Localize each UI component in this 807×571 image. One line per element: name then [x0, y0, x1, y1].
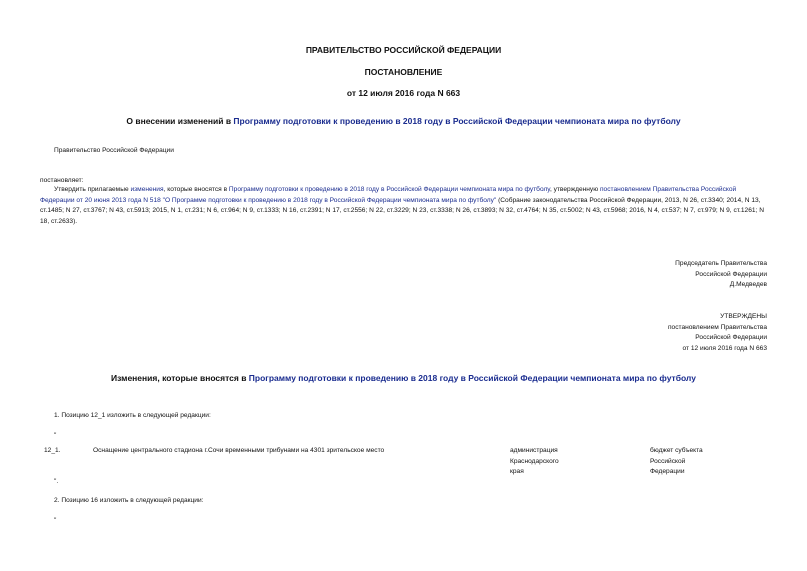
executor-line-3: края: [510, 468, 524, 475]
funding-line-3: Федерации: [650, 468, 685, 475]
title-prefix: О внесении изменений в: [126, 116, 234, 126]
changes-title: [0, 373, 807, 383]
document-date-heading: от 12 июля 2016 года N 663: [346, 88, 461, 98]
resolution-518-link[interactable]: постановлением Правительства Российской Федерации от 20 июня 2013 года N 518 "О Программе подготовки к проведению в 2018 году в Российской Федерации чемпионата мира по футболу": [40, 186, 737, 204]
quote-close-1: ".: [54, 478, 59, 485]
row-funding-source: [650, 446, 703, 478]
government-heading: ПРАВИТЕЛЬСТВО РОССИЙСКОЙ ФЕДЕРАЦИИ: [305, 45, 502, 55]
row-description: Оснащение центрального стадиона г.Сочи временными трибунами на 4301 зрительское место: [93, 447, 385, 454]
p1-text-d: (Собрание законодательства Российской Федерации, 2013, N 26, ст.3340; 2014, N 13, ст.1485; N 27, ст.3767; N 43, ст.5913; 2015, N 1, ст.231; N 6, ст.964; N 9, ст.1333; N 16, ст.2391; N 17, ст.2556; N 22, ст.3229; N 23, ст.3338; N 26, ст.3893; N 32, ст.4764; N 35, ст.5002; N 43, ст.5968; 2016, N 4, ст.537; N 7, ст.979; N 9, ст.1261; N 18, ст.2633).: [40, 196, 764, 225]
changes-link[interactable]: изменения: [130, 186, 164, 193]
resolution-paragraph: [40, 185, 770, 227]
funding-line-2: Российской: [650, 457, 686, 465]
signature-position: Председатель Правительства: [675, 260, 767, 267]
executor-line-1: администрация: [510, 447, 558, 454]
changes-title-prefix: Изменения, которые вносятся в: [111, 373, 249, 383]
row-executor: [510, 446, 559, 478]
signature-block: [675, 259, 767, 291]
row-number: 12_1.: [44, 447, 61, 454]
decides-line: постановляет:: [40, 177, 84, 184]
signature-name: Д.Медведев: [729, 281, 767, 288]
government-line: Правительство Российской Федерации: [54, 147, 174, 154]
p1-text-b: , которые вносятся в: [163, 186, 229, 193]
p1-text-c: , утвержденную: [549, 186, 600, 193]
signature-country: Российской Федерации: [695, 270, 767, 278]
changes-title-program-link[interactable]: Программу подготовки к проведению в 2018 году в Российской Федерации чемпионата мира по футболу: [248, 373, 696, 383]
item-1-text: 1. Позицию 12_1 изложить в следующей редакции:: [54, 412, 211, 419]
document-title: [0, 116, 807, 126]
quote-open-2: ": [54, 517, 57, 524]
program-link[interactable]: Программу подготовки к проведению в 2018 году в Российской Федерации чемпионата мира по футболу: [228, 186, 550, 193]
approved-date: от 12 июля 2016 года N 663: [682, 344, 767, 352]
funding-line-1: бюджет субъекта: [650, 447, 703, 454]
approved-by: постановлением Правительства: [667, 323, 767, 331]
approved-title: УТВЕРЖДЕНЫ: [720, 313, 767, 320]
title-program-link[interactable]: Программу подготовки к проведению в 2018 году в Российской Федерации чемпионата мира по футболу: [233, 116, 681, 126]
executor-line-2: Краснодарского: [510, 457, 559, 465]
approved-block: [668, 312, 767, 354]
document-type-heading: ПОСТАНОВЛЕНИЕ: [364, 67, 443, 77]
quote-open-1: ": [54, 432, 57, 439]
p1-text-a: Утвердить прилагаемые: [54, 186, 131, 193]
approved-country: Российской Федерации: [695, 334, 767, 341]
item-2-text: 2. Позицию 16 изложить в следующей редакции:: [54, 497, 204, 504]
